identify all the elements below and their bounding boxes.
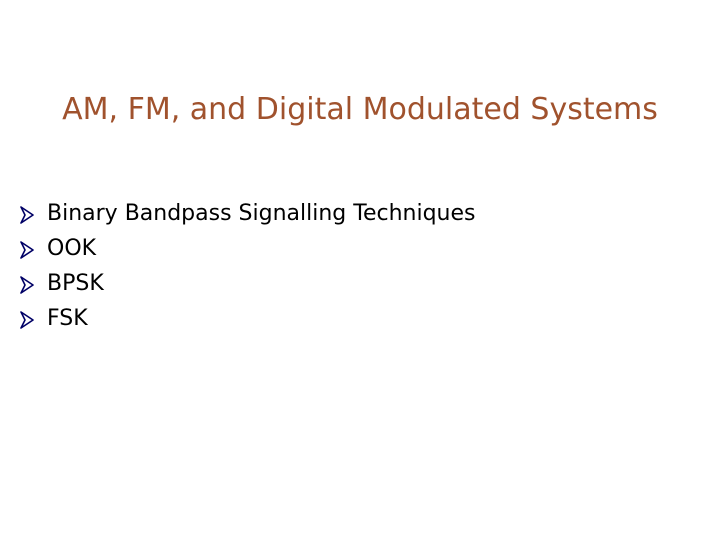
arrowhead-bullet-icon — [20, 205, 34, 223]
bullet-item — [20, 231, 475, 266]
bullet-item — [20, 301, 475, 336]
slide-title: AM, FM, and Digital Modulated Systems — [62, 92, 658, 127]
bullet-text: FSK — [47, 306, 88, 331]
arrowhead-bullet-icon — [20, 240, 34, 258]
arrowhead-bullet-icon — [20, 275, 34, 293]
bullet-item — [20, 266, 475, 301]
bullet-text: Binary Bandpass Signalling Techniques — [47, 201, 476, 226]
bullet-text: BPSK — [47, 271, 104, 296]
bullet-item — [20, 196, 475, 231]
bullet-text: OOK — [47, 236, 97, 261]
bullet-list — [20, 196, 475, 336]
arrowhead-bullet-icon — [20, 310, 34, 328]
